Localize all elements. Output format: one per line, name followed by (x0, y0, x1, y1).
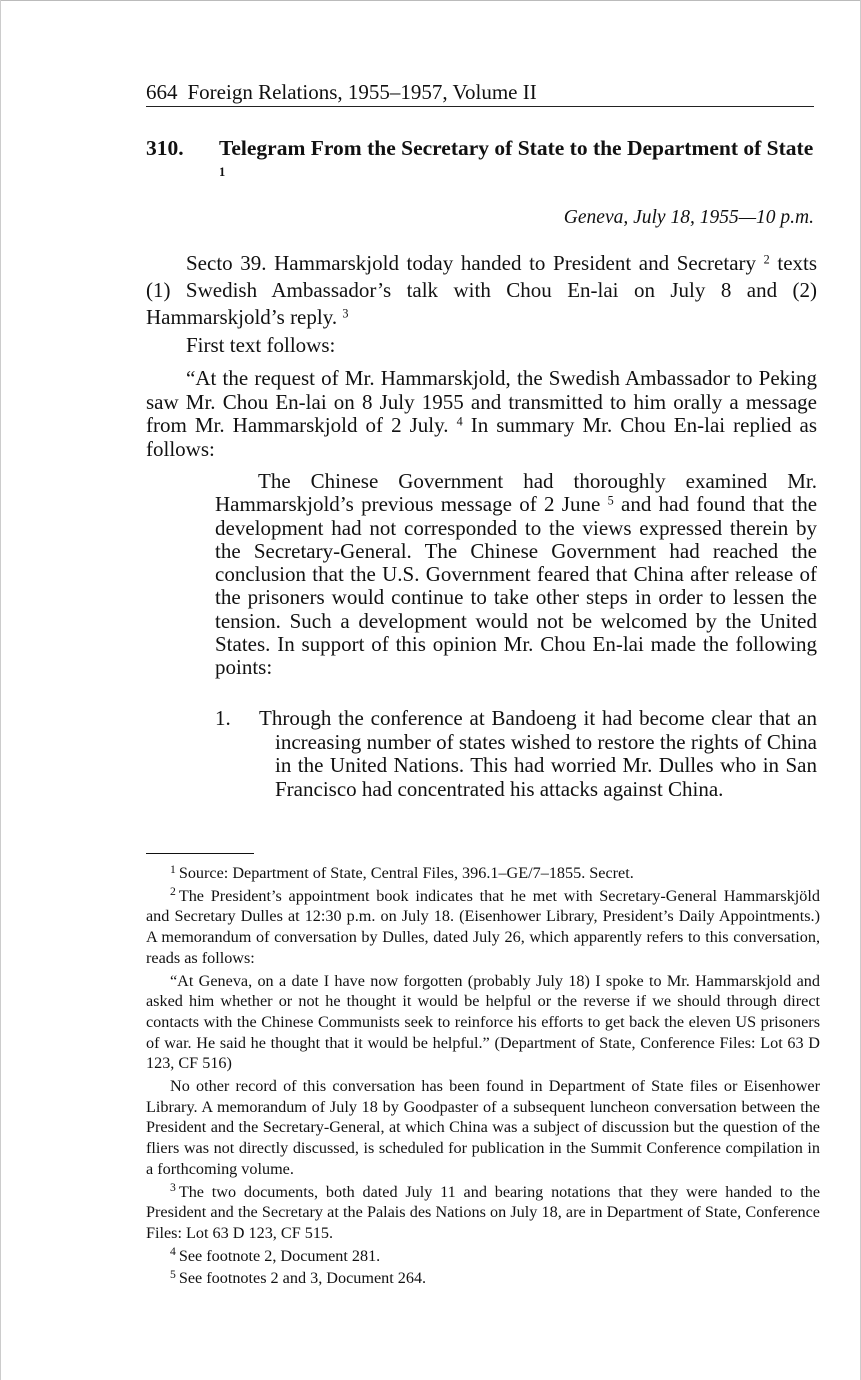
footnote-text: Source: Department of State, Central Files, 396.1–GE/7–1855. Secret. (178, 864, 634, 882)
document-number: 310. (146, 136, 184, 160)
footnote-3 (146, 1182, 820, 1244)
paragraph-first-text: First text follows: (186, 333, 336, 357)
footnote-number: 4 (170, 1245, 176, 1259)
publication-title: Foreign Relations, 1955–1957, Volume II (187, 80, 537, 104)
item-text: Through the conference at Bandoeng it had become clear that an increasing number of states wished to restore the rights of China in the United Nations. This had worried Mr. Dulles who in San Francisco had concentrated his attacks against China. (259, 706, 817, 801)
footnote-text: The two documents, both dated July 11 and bearing notations that they were handed to the President and the Secretary at the Palais des Nations on July 18, are in Department of State, Conference Files: Lot 63 D 123, CF 515. (146, 1182, 820, 1242)
footnote-2 (146, 886, 820, 969)
paragraph-text: texts (1) Swedish Ambassador’s talk with Chou En-lai on July 8 and (2) Hammarskjold’s reply. (146, 251, 818, 329)
footnote-4 (146, 1246, 820, 1267)
page-edge-top (0, 0, 861, 1)
document-title-text: Telegram From the Secretary of State to the Department of State (219, 136, 814, 160)
paragraph-text: In summary Mr. Chou En-lai replied as follows: (146, 413, 817, 461)
footnote-text: “At Geneva, on a date I have now forgotten (probably July 18) I spoke to Mr. Hammarskjold and asked him whether or not he thought it would be helpful or the reverse if we should through direct contacts with the Chinese Communists seek to reinforce his efforts to get back the eleven US prisoners of war. He said he thought that it would be helpful.” (Department of State, Conference Files: Lot 63 D 123, CF 516) (146, 971, 820, 1073)
block-quote (215, 470, 817, 680)
footnote-ref-4[interactable]: 4 (456, 414, 463, 429)
footnote-text: The President’s appointment book indicates that he met with Secretary-General Hammarskjöld and Secretary Dulles at 12:30 p.m. on July 18. (Eisenhower Library, President’s Daily Appointments.) A memorandum of conversation by Dulles, dated July 26, which apparently refers to this conversation, reads as follows: (146, 886, 820, 967)
paragraph-text: “At the request of Mr. Hammarskjold, the Swedish Ambassador to Peking saw Mr. Chou En-lai on 8 July 1955 and transmitted to him orally a message from Mr. Hammarskjold of 2 July. (146, 366, 817, 437)
item-number: 1. (215, 706, 231, 730)
document-title (219, 134, 814, 190)
footnote-number: 3 (170, 1181, 176, 1195)
page-number: 664 (146, 80, 178, 104)
footnote-text: See footnotes 2 and 3, Document 264. (178, 1269, 427, 1288)
footnote-text: No other record of this conversation has been found in Department of State files or Eisenhower Library. A memorandum of July 18 by Goodpaster of a subsequent luncheon conversation between the President and the Secretary-General, at which China was a subject of discussion but the question of the fliers was not directly discussed, is scheduled for publication in the Summit Conference compilation in a forthcoming volume. (146, 1077, 820, 1178)
footnote-number: 1 (170, 862, 176, 876)
footnote-1 (146, 863, 820, 884)
block-text: The Chinese Government had thoroughly examined Mr. Hammarskjold’s previous message of 2 June (215, 469, 817, 517)
footnote-ref-1[interactable]: 1 (219, 165, 226, 180)
footnote-rule (146, 853, 254, 854)
paragraph-secto (146, 250, 817, 331)
footnote-ref-5[interactable]: 5 (607, 493, 614, 508)
block-text: and had found that the development had not corresponded to the views expressed therein by the Secretary-General. The Chinese Government had reached the conclusion that the U.S. Government feared that China after release of the prisoners would continue to take other steps in order to lessen the tension. Such a development would not be welcomed by the United States. In support of this opinion Mr. Chou En-lai made the following points: (215, 492, 818, 680)
document-heading (146, 134, 814, 190)
footnote-ref-3[interactable]: 3 (342, 306, 349, 321)
footnote-ref-2[interactable]: 2 (763, 252, 770, 267)
dateline: Geneva, July 18, 1955—10 p.m. (563, 207, 814, 228)
running-head (146, 80, 814, 107)
footnote-5 (146, 1268, 820, 1289)
footnote-number: 5 (170, 1268, 176, 1282)
footnote-text: See footnote 2, Document 281. (178, 1246, 381, 1265)
footnote-2-continued (146, 1076, 820, 1180)
paragraph-quote-intro (146, 367, 817, 461)
footnote-2-quote (146, 971, 820, 1075)
paragraph-text: Secto 39. Hammarskjold today handed to President and Secretary (186, 251, 757, 275)
footnotes (146, 863, 820, 1291)
numbered-item-1 (215, 707, 817, 801)
footnote-number: 2 (170, 885, 176, 899)
page-edge-left (0, 0, 1, 1380)
